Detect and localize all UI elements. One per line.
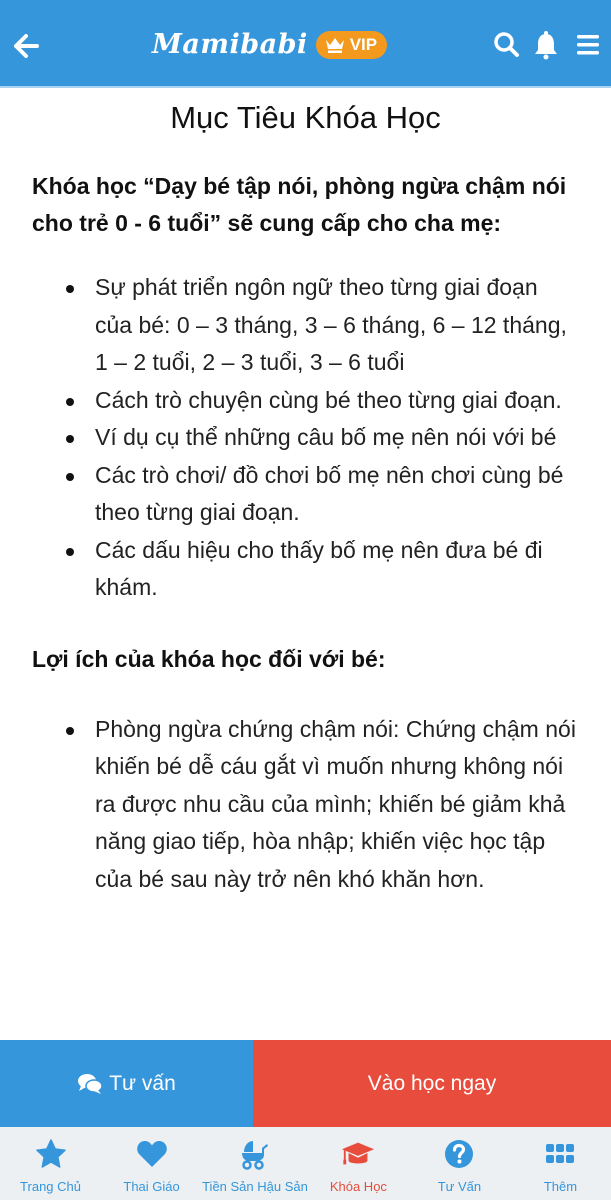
- bell-icon: [532, 30, 560, 60]
- tab-prenatal-education[interactable]: [101, 1127, 202, 1200]
- tab-label: Trang Chủ: [20, 1179, 81, 1194]
- tab-consult[interactable]: [409, 1127, 510, 1200]
- tab-more[interactable]: [510, 1127, 611, 1200]
- tab-label: Thêm: [543, 1179, 578, 1194]
- back-button[interactable]: [10, 30, 42, 62]
- course-goals-content[interactable]: [0, 90, 611, 1040]
- brand[interactable]: [152, 29, 387, 60]
- baby-stroller-icon: [239, 1138, 271, 1170]
- page-title: Mục Tiêu Khóa Học: [170, 100, 441, 135]
- list-item: Các trò chơi/ đồ chơi bố mẹ nên chơi cùng bé theo từng giai đoạn.: [95, 457, 579, 532]
- list-item: Cách trò chuyện cùng bé theo từng giai đoạn.: [95, 382, 579, 420]
- tab-label: Khóa Học: [329, 1179, 387, 1194]
- vip-badge[interactable]: [316, 31, 387, 59]
- grid-icon: [545, 1142, 575, 1166]
- crown-icon: [324, 36, 346, 54]
- bottom-tab-bar: [0, 1127, 611, 1200]
- list-item: Phòng ngừa chứng chậm nói: Chứng chậm nói khiến bé dễ cáu gắt vì muốn nhưng không nói ra được nhu cầu của mình; khiến bé giảm khả năng giao tiếp, hòa nhập; khiến việc học tập của bé sau này trở nên khó khăn hơn.: [95, 711, 579, 899]
- intro-text: Khóa học “Dạy bé tập nói, phòng ngừa chậm nói cho trẻ 0 - 6 tuổi” sẽ cung cấp cho cha mẹ:: [32, 173, 567, 236]
- app-header: [0, 0, 611, 88]
- tab-courses[interactable]: [308, 1127, 409, 1200]
- notifications-button[interactable]: [532, 30, 562, 60]
- chat-bubbles-icon: [77, 1073, 103, 1095]
- menu-icon: [574, 30, 602, 60]
- search-icon: [492, 30, 522, 60]
- consult-button[interactable]: [0, 1040, 253, 1127]
- list-item: Sự phát triển ngôn ngữ theo từng giai đoạn của bé: 0 – 3 tháng, 3 – 6 tháng, 6 – 12 tháng, 1 – 2 tuổi, 2 – 3 tuổi, 3 – 6 tuổi: [95, 269, 579, 382]
- list-item: Các dấu hiệu cho thấy bố mẹ nên đưa bé đi khám.: [95, 532, 579, 607]
- start-learning-button[interactable]: [253, 1040, 611, 1127]
- back-arrow-icon: [10, 30, 42, 62]
- tab-home[interactable]: [0, 1127, 101, 1200]
- list-item: Ví dụ cụ thể những câu bố mẹ nên nói với bé: [95, 419, 579, 457]
- heart-icon: [136, 1139, 168, 1169]
- start-learning-label: Vào học ngay: [367, 1071, 497, 1095]
- menu-button[interactable]: [574, 30, 604, 60]
- tab-label: Tư Vấn: [437, 1179, 482, 1194]
- child-benefits-heading: Lợi ích của khóa học đối với bé:: [32, 645, 386, 672]
- child-benefits-list: [32, 711, 579, 899]
- app-logo: Mamibabi: [152, 29, 308, 60]
- tab-pre-postnatal[interactable]: [202, 1127, 308, 1200]
- graduation-cap-icon: [341, 1139, 375, 1169]
- tab-label: Tiền Sản Hậu Sản: [202, 1179, 308, 1194]
- tab-label: Thai Giáo: [123, 1179, 180, 1194]
- parent-benefits-list: [32, 269, 579, 607]
- cta-bar: [0, 1040, 611, 1127]
- question-circle-icon: [443, 1138, 475, 1170]
- vip-label: VIP: [349, 34, 378, 54]
- search-button[interactable]: [492, 30, 522, 60]
- star-icon: [35, 1138, 67, 1170]
- consult-label: Tư vấn: [109, 1071, 176, 1095]
